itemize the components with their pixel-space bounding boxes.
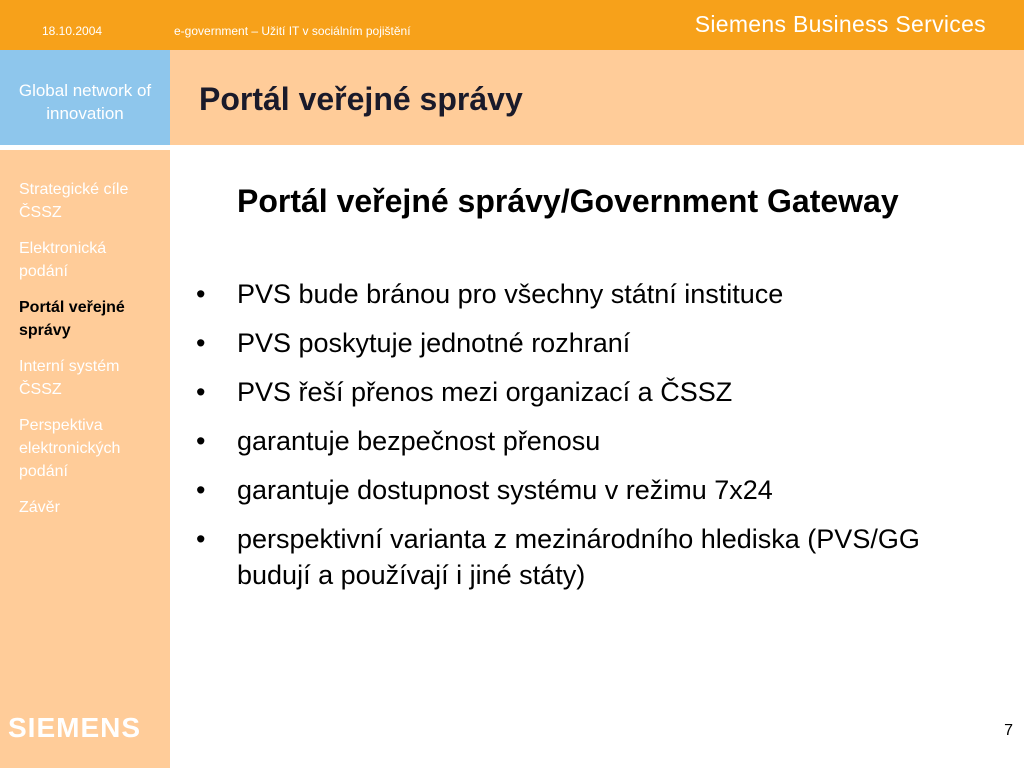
list-item <box>196 276 957 312</box>
bullet-icon: • <box>196 426 206 456</box>
bullet-list <box>196 276 996 593</box>
list-item <box>196 325 957 361</box>
page-number: 7 <box>1004 722 1013 739</box>
content-heading: Portál veřejné správy/Government Gateway <box>237 183 899 219</box>
brand-name: Siemens Business Services <box>694 11 986 37</box>
slide-content <box>196 178 996 606</box>
sidebar <box>0 150 170 768</box>
bullet-icon: • <box>196 279 206 309</box>
bullet-icon: • <box>196 475 206 505</box>
bullet-text: PVS řeší přenos mezi organizací a ČSSZ <box>237 377 733 407</box>
sidebar-item-zaver[interactable]: Závěr <box>19 499 60 516</box>
list-item <box>196 374 957 410</box>
title-bar <box>170 50 1024 145</box>
sidebar-item-interni-system[interactable]: Interní systém ČSSZ <box>19 358 120 398</box>
sidebar-nav <box>19 178 159 532</box>
tagline-text: Global network of innovation <box>18 81 152 123</box>
tagline-box <box>0 50 170 145</box>
bullet-text: garantuje bezpečnost přenosu <box>237 426 601 456</box>
sidebar-item-elektronicka-podani[interactable]: Elektronická podání <box>19 240 107 280</box>
bullet-icon: • <box>196 524 206 554</box>
header-bar <box>0 0 1024 50</box>
list-item <box>196 423 957 459</box>
sidebar-item-perspektiva[interactable]: Perspektiva elektronických podání <box>19 417 121 480</box>
bullet-icon: • <box>196 328 206 358</box>
page-title: Portál veřejné správy <box>199 81 523 117</box>
list-item <box>196 521 957 593</box>
header-date: 18.10.2004 <box>42 24 103 38</box>
bullet-text: PVS poskytuje jednotné rozhraní <box>237 328 631 358</box>
sidebar-item-strategicke-cile[interactable]: Strategické cíle ČSSZ <box>19 181 129 221</box>
siemens-logo: SIEMENS <box>8 712 142 743</box>
list-item <box>196 472 957 508</box>
sidebar-item-portal-verejne-spravy[interactable]: Portál veřejné správy <box>19 299 125 339</box>
bullet-icon: • <box>196 377 206 407</box>
bullet-text: perspektivní varianta z mezinárodního hlediska (PVS/GG budují a používají i jiné státy) <box>237 524 920 590</box>
header-subject: e-government – Užití IT v sociálním pojištění <box>174 24 411 38</box>
bullet-text: PVS bude bránou pro všechny státní instituce <box>237 279 784 309</box>
bullet-text: garantuje dostupnost systému v režimu 7x24 <box>237 475 773 505</box>
